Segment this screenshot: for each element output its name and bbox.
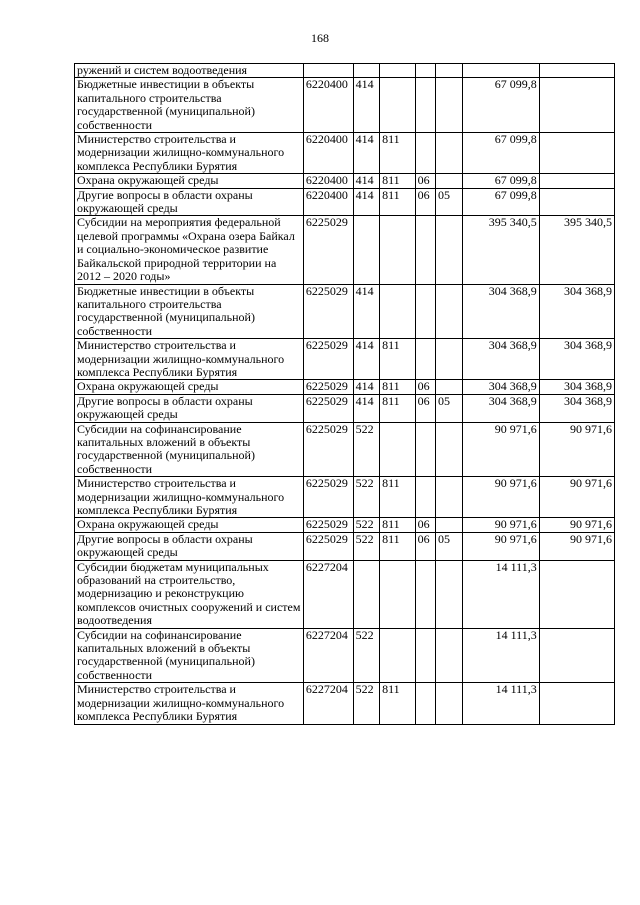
cell-section-text: 06: [417, 394, 430, 408]
cell-amount-2-text: 304 368,9: [564, 379, 612, 394]
cell-amount-2: [539, 339, 614, 380]
table-row: [75, 422, 615, 477]
cell-subsection: [435, 628, 462, 683]
cell-name: [75, 174, 304, 188]
cell-name-text: Субсидии на софинансирование капитальных вложений в объекты государственной (муниципальной) собственности: [77, 628, 255, 682]
cell-name-text: Субсидии на софинансирование капитальных вложений в объекты государственной (муниципальной) собственности: [77, 422, 255, 476]
cell-subsection: [435, 78, 462, 133]
cell-subsection: [435, 532, 462, 560]
cell-subsection: [435, 477, 462, 518]
cell-subsection: [435, 683, 462, 724]
cell-amount-1: [463, 683, 539, 724]
cell-name: [75, 188, 304, 216]
cell-section-text: 06: [417, 532, 430, 546]
cell-department: [380, 174, 416, 188]
cell-target-code-text: 6225029: [305, 394, 348, 408]
cell-subsection: [435, 394, 462, 422]
cell-amount-1: [463, 64, 539, 78]
cell-amount-2: [539, 188, 614, 216]
cell-expense-type: [353, 532, 379, 560]
budget-table-body: [75, 64, 615, 725]
cell-target-code-text: 6225029: [305, 338, 348, 353]
cell-department-text: 811: [382, 132, 400, 147]
cell-amount-2: [539, 477, 614, 518]
cell-amount-2: [539, 64, 614, 78]
cell-amount-2: [539, 78, 614, 133]
table-row: [75, 133, 615, 174]
cell-amount-2: [539, 216, 614, 284]
cell-target-code-text: 6225029: [305, 215, 348, 230]
cell-subsection-text: 05: [437, 532, 450, 546]
cell-target-code: [303, 477, 353, 518]
cell-subsection: [435, 133, 462, 174]
cell-amount-1-text: 90 971,6: [494, 476, 537, 491]
cell-name-text: Охрана окружающей среды: [77, 379, 219, 394]
cell-subsection: [435, 174, 462, 188]
cell-target-code: [303, 628, 353, 683]
cell-target-code: [303, 518, 353, 532]
cell-section: [415, 380, 435, 394]
cell-target-code-text: 6225029: [305, 422, 348, 436]
table-row: [75, 284, 615, 339]
cell-target-code: [303, 422, 353, 477]
cell-subsection-text: 05: [437, 188, 450, 202]
cell-amount-2: [539, 560, 614, 628]
cell-amount-1-text: 90 971,6: [494, 517, 537, 532]
table-row: [75, 628, 615, 683]
cell-name: [75, 133, 304, 174]
cell-amount-1-text: 395 340,5: [488, 215, 537, 230]
cell-amount-2-text: 395 340,5: [564, 215, 612, 230]
cell-name-text: Министерство строительства и модернизации жилищно-коммунального комплекса Республики Бурятия: [77, 338, 285, 379]
cell-expense-type-text: 414: [355, 173, 374, 188]
cell-name: [75, 380, 304, 394]
cell-target-code: [303, 133, 353, 174]
cell-subsection: [435, 518, 462, 532]
cell-section: [415, 174, 435, 188]
cell-department-text: 811: [382, 682, 400, 697]
cell-target-code: [303, 683, 353, 724]
cell-section: [415, 188, 435, 216]
cell-expense-type: [353, 477, 379, 518]
cell-amount-2: [539, 133, 614, 174]
cell-amount-1-text: 304 368,9: [488, 394, 537, 408]
cell-name: [75, 394, 304, 422]
cell-name: [75, 532, 304, 560]
cell-name-text: Другие вопросы в области охраны окружающей среды: [77, 188, 253, 216]
table-row: [75, 518, 615, 532]
table-row: [75, 560, 615, 628]
cell-name: [75, 560, 304, 628]
cell-name: [75, 64, 304, 78]
cell-subsection-text: 05: [437, 394, 450, 408]
cell-name-text: Министерство строительства и модернизации жилищно-коммунального комплекса Республики Бурятия: [77, 132, 285, 173]
cell-expense-type-text: 522: [355, 628, 374, 642]
cell-section: [415, 422, 435, 477]
cell-target-code-text: 6220400: [305, 77, 348, 92]
cell-subsection: [435, 560, 462, 628]
cell-amount-1: [463, 477, 539, 518]
cell-target-code: [303, 216, 353, 284]
cell-name: [75, 284, 304, 339]
cell-amount-1: [463, 394, 539, 422]
cell-section: [415, 560, 435, 628]
cell-target-code-text: 6225029: [305, 532, 348, 546]
cell-subsection: [435, 216, 462, 284]
cell-target-code: [303, 284, 353, 339]
cell-section: [415, 64, 435, 78]
cell-section: [415, 394, 435, 422]
cell-name: [75, 518, 304, 532]
cell-department: [380, 380, 416, 394]
cell-name-text: Охрана окружающей среды: [77, 517, 219, 532]
cell-department-text: 811: [382, 173, 400, 188]
cell-section: [415, 284, 435, 339]
cell-target-code-text: 6220400: [305, 188, 348, 202]
cell-expense-type-text: 414: [355, 132, 374, 147]
cell-target-code: [303, 394, 353, 422]
cell-department: [380, 518, 416, 532]
cell-target-code-text: 6225029: [305, 476, 348, 491]
cell-target-code-text: 6227204: [305, 682, 348, 697]
cell-expense-type-text: 522: [355, 532, 374, 546]
cell-amount-1: [463, 560, 539, 628]
cell-expense-type-text: 522: [355, 682, 374, 697]
cell-expense-type: [353, 188, 379, 216]
cell-amount-1-text: 14 111,3: [495, 560, 537, 574]
cell-subsection: [435, 64, 462, 78]
cell-amount-2-text: 90 971,6: [570, 422, 612, 436]
cell-name-text: Министерство строительства и модернизации жилищно-коммунального комплекса Республики Бурятия: [77, 682, 285, 724]
cell-expense-type: [353, 216, 379, 284]
cell-expense-type: [353, 133, 379, 174]
cell-department: [380, 64, 416, 78]
cell-amount-2-text: 304 368,9: [564, 394, 612, 408]
cell-amount-2-text: 304 368,9: [564, 338, 612, 353]
cell-name: [75, 339, 304, 380]
cell-department: [380, 216, 416, 284]
cell-amount-1-text: 304 368,9: [488, 284, 537, 298]
cell-amount-1-text: 90 971,6: [494, 422, 537, 436]
cell-amount-1-text: 67 099,8: [494, 77, 537, 92]
cell-expense-type-text: 522: [355, 476, 374, 491]
cell-amount-2-text: 90 971,6: [570, 517, 612, 532]
page-number: 168: [311, 31, 329, 45]
cell-expense-type-text: 414: [355, 284, 374, 298]
cell-name: [75, 628, 304, 683]
table-row: [75, 78, 615, 133]
cell-department: [380, 133, 416, 174]
cell-name-text: Другие вопросы в области охраны окружающей среды: [77, 394, 253, 422]
cell-name: [75, 78, 304, 133]
cell-amount-1-text: 67 099,8: [494, 173, 537, 188]
cell-department-text: 811: [382, 188, 400, 202]
cell-department: [380, 532, 416, 560]
cell-subsection: [435, 188, 462, 216]
cell-department-text: 811: [382, 476, 400, 491]
cell-department-text: 811: [382, 379, 400, 394]
cell-department: [380, 78, 416, 133]
cell-expense-type: [353, 78, 379, 133]
cell-expense-type: [353, 394, 379, 422]
cell-name-text: Бюджетные инвестиции в объекты капитального строительства государственной (муниципальной) собственности: [77, 284, 255, 338]
cell-section: [415, 628, 435, 683]
table-row: [75, 339, 615, 380]
cell-name-text: Министерство строительства и модернизации жилищно-коммунального комплекса Республики Бурятия: [77, 476, 285, 517]
cell-name-text: ружений и систем водоотведения: [77, 63, 248, 77]
cell-target-code-text: 6220400: [305, 132, 348, 147]
cell-name-text: Субсидии на мероприятия федеральной целевой программы «Охрана озера Байкал и социально-экономическое развитие Байкальской природной территории на 2012 – 2020 годы»: [77, 215, 295, 284]
cell-section-text: 06: [417, 188, 430, 202]
cell-amount-1: [463, 422, 539, 477]
cell-department: [380, 683, 416, 724]
cell-target-code-text: 6225029: [305, 379, 348, 394]
cell-department: [380, 477, 416, 518]
cell-amount-1: [463, 532, 539, 560]
cell-department: [380, 394, 416, 422]
cell-amount-1: [463, 78, 539, 133]
cell-expense-type-text: 414: [355, 379, 374, 394]
cell-amount-1: [463, 216, 539, 284]
cell-target-code-text: 6225029: [305, 284, 348, 298]
cell-expense-type: [353, 518, 379, 532]
cell-amount-2-text: 304 368,9: [564, 284, 612, 298]
cell-amount-1: [463, 284, 539, 339]
cell-section-text: 06: [417, 379, 430, 394]
cell-expense-type: [353, 422, 379, 477]
budget-table: [74, 63, 615, 725]
cell-amount-2: [539, 628, 614, 683]
cell-name-text: Охрана окружающей среды: [77, 173, 219, 188]
cell-amount-1-text: 67 099,8: [494, 188, 537, 202]
cell-amount-1: [463, 188, 539, 216]
cell-expense-type-text: 414: [355, 338, 374, 353]
cell-target-code: [303, 78, 353, 133]
cell-subsection: [435, 422, 462, 477]
cell-expense-type: [353, 64, 379, 78]
cell-target-code: [303, 532, 353, 560]
cell-department-text: 811: [382, 517, 400, 532]
cell-section: [415, 339, 435, 380]
cell-department-text: 811: [382, 338, 400, 353]
cell-amount-2: [539, 422, 614, 477]
cell-name: [75, 422, 304, 477]
cell-amount-1-text: 67 099,8: [494, 132, 537, 147]
cell-amount-1-text: 304 368,9: [488, 338, 537, 353]
cell-subsection: [435, 380, 462, 394]
cell-amount-2: [539, 518, 614, 532]
cell-target-code-text: 6227204: [305, 628, 348, 642]
cell-target-code: [303, 339, 353, 380]
cell-department: [380, 422, 416, 477]
cell-target-code-text: 6227204: [305, 560, 348, 574]
cell-amount-1: [463, 628, 539, 683]
cell-expense-type-text: 414: [355, 188, 374, 202]
cell-expense-type-text: 414: [355, 394, 374, 408]
cell-subsection: [435, 284, 462, 339]
cell-section: [415, 133, 435, 174]
cell-amount-1-text: 14 111,3: [495, 628, 537, 642]
cell-expense-type-text: 522: [355, 517, 374, 532]
cell-section: [415, 477, 435, 518]
cell-target-code-text: 6225029: [305, 517, 348, 532]
cell-target-code: [303, 380, 353, 394]
cell-expense-type: [353, 628, 379, 683]
cell-target-code: [303, 560, 353, 628]
cell-expense-type: [353, 284, 379, 339]
table-row: [75, 477, 615, 518]
cell-amount-2: [539, 284, 614, 339]
cell-section: [415, 518, 435, 532]
cell-section: [415, 78, 435, 133]
table-row: [75, 683, 615, 724]
cell-amount-2: [539, 394, 614, 422]
cell-section: [415, 532, 435, 560]
cell-name-text: Бюджетные инвестиции в объекты капитального строительства государственной (муниципальной) собственности: [77, 77, 255, 132]
cell-amount-2: [539, 174, 614, 188]
cell-amount-2: [539, 380, 614, 394]
cell-amount-1-text: 304 368,9: [488, 379, 537, 394]
cell-name-text: Другие вопросы в области охраны окружающей среды: [77, 532, 253, 560]
cell-department: [380, 284, 416, 339]
cell-subsection: [435, 339, 462, 380]
table-row: [75, 380, 615, 394]
cell-department-text: 811: [382, 532, 400, 546]
cell-section: [415, 216, 435, 284]
cell-target-code: [303, 174, 353, 188]
cell-amount-1: [463, 133, 539, 174]
cell-section: [415, 683, 435, 724]
table-row: [75, 532, 615, 560]
cell-department: [380, 188, 416, 216]
cell-name: [75, 216, 304, 284]
cell-department: [380, 628, 416, 683]
table-row: [75, 174, 615, 188]
cell-expense-type: [353, 174, 379, 188]
cell-name: [75, 477, 304, 518]
cell-amount-2: [539, 683, 614, 724]
cell-expense-type: [353, 380, 379, 394]
cell-amount-1: [463, 518, 539, 532]
table-row: [75, 394, 615, 422]
cell-expense-type-text: 414: [355, 77, 374, 92]
cell-amount-1: [463, 339, 539, 380]
cell-name: [75, 683, 304, 724]
cell-amount-2-text: 90 971,6: [570, 476, 612, 491]
cell-department: [380, 560, 416, 628]
cell-department: [380, 339, 416, 380]
cell-expense-type-text: 522: [355, 422, 374, 436]
cell-target-code: [303, 64, 353, 78]
cell-name-text: Субсидии бюджетам муниципальных образований на строительство, модернизацию и реконструкцию комплексов очистных сооружений и систем водоотведения: [77, 560, 301, 628]
cell-expense-type: [353, 683, 379, 724]
cell-target-code: [303, 188, 353, 216]
table-row: [75, 188, 615, 216]
cell-department-text: 811: [382, 394, 400, 408]
cell-amount-1-text: 90 971,6: [494, 532, 537, 546]
cell-amount-1-text: 14 111,3: [495, 682, 537, 697]
cell-amount-1: [463, 174, 539, 188]
cell-amount-2: [539, 532, 614, 560]
cell-expense-type: [353, 339, 379, 380]
cell-amount-2-text: 90 971,6: [570, 532, 612, 546]
table-row: [75, 216, 615, 284]
table-row: [75, 64, 615, 78]
cell-section-text: 06: [417, 517, 430, 532]
cell-amount-1: [463, 380, 539, 394]
cell-expense-type: [353, 560, 379, 628]
cell-target-code-text: 6220400: [305, 173, 348, 188]
cell-section-text: 06: [417, 173, 430, 188]
